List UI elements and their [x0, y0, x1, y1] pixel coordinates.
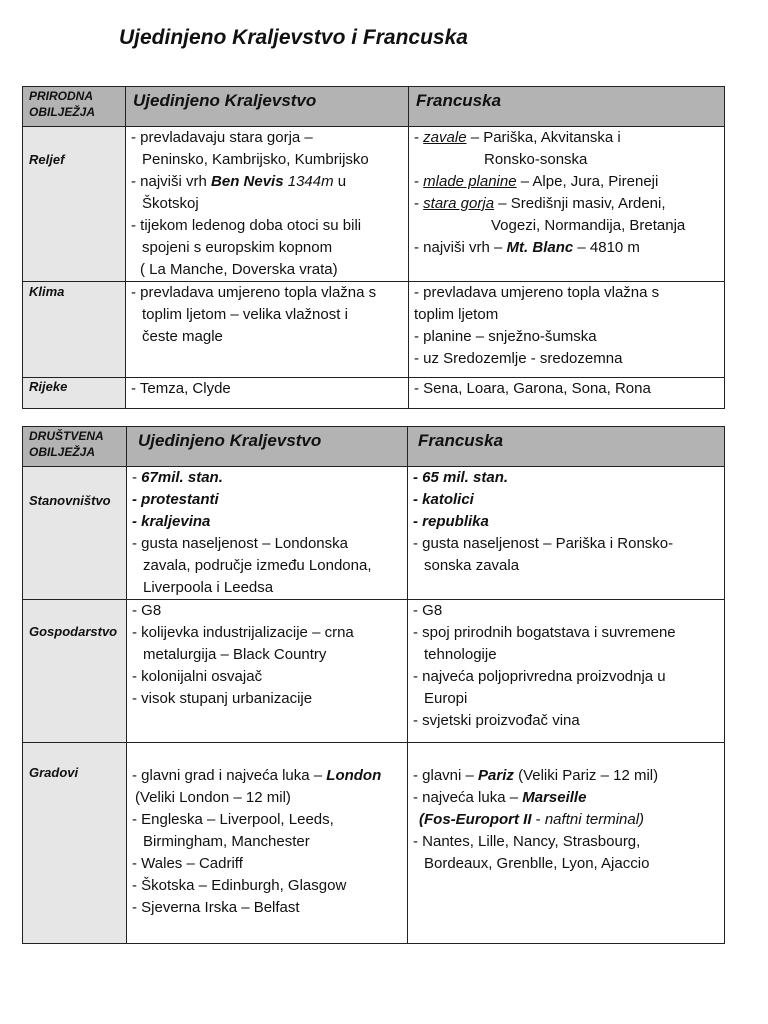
cell-fr-economy: - G8 - spoj prirodnih bogatstava i suvremene tehnologije - najveća poljoprivredna proizvodnja u Europi - svjetski proizvođač vina: [408, 600, 725, 743]
table-row-relief: [23, 127, 725, 282]
row-label: Gradovi: [29, 765, 79, 780]
header-fr: Francuska: [409, 87, 725, 127]
cell-fr-relief: - zavale – Pariška, Akvitanska i Ronsko-sonska - mlade planine – Alpe, Jura, Pireneji - stara gorja – Središnji masiv, Ardeni, Vogezi, Normandija, Bretanja - najviši vrh – Mt. Blanc – 4810 m: [409, 127, 725, 282]
table-row-rivers: [23, 378, 725, 409]
row-label: Rijeke: [29, 379, 68, 394]
row-label-cell: [23, 600, 127, 743]
row-label: Reljef: [29, 152, 65, 167]
cell-uk-cities: - glavni grad i najveća luka – London (Veliki London – 12 mil) - Engleska – Liverpool, Leeds, Birmingham, Manchester - Wales – Cadriff - Škotska – Edinburgh, Glasgow - Sjeverna Irska – Belfast: [127, 743, 408, 944]
cell-fr-rivers: - Sena, Loara, Garona, Sona, Rona: [409, 378, 725, 409]
cell-uk-relief: - prevladavaju stara gorja – Peninsko, Kambrijsko, Kumbrijsko - najviši vrh Ben Nevis 1344m u Škotskoj - tijekom ledenog doba otoci su bili spojeni s europskim kopnom ( La Manche, Doverska vrata): [126, 127, 409, 282]
cell-uk-economy: - G8 - kolijevka industrijalizacije – crna metalurgija – Black Country - kolonijalni osvajač - visok stupanj urbanizacije: [127, 600, 408, 743]
cell-fr-climate: - prevladava umjereno topla vlažna s toplim ljetom - planine – snježno-šumska - uz Sredozemlje - sredozemna: [409, 282, 725, 378]
header-label-cell: [23, 87, 126, 127]
cell-uk-climate: - prevladava umjereno topla vlažna s toplim ljetom – velika vlažnost i česte magle: [126, 282, 409, 378]
row-label-cell: [23, 378, 126, 409]
header-uk: Ujedinjeno Kraljevstvo: [127, 427, 408, 467]
social-features-table: [22, 426, 725, 944]
cell-fr-population: - 65 mil. stan. - katolici - republika - gusta naseljenost – Pariška i Ronsko- sonska zavala: [408, 467, 725, 600]
row-label-cell: [23, 127, 126, 282]
row-label: Stanovništvo: [29, 493, 111, 508]
header-label-line: OBILJEŽJA: [29, 105, 96, 119]
header-uk: Ujedinjeno Kraljevstvo: [126, 87, 409, 127]
table-row-cities: [23, 743, 725, 944]
table-header-row: [23, 427, 725, 467]
header-fr: Francuska: [408, 427, 725, 467]
row-label: Klima: [29, 284, 65, 299]
row-label: Gospodarstvo: [29, 624, 118, 639]
row-label-cell: [23, 743, 127, 944]
header-label-cell: [23, 427, 127, 467]
header-label-line: PRIRODNA: [29, 89, 94, 103]
natural-features-table: [22, 86, 725, 409]
table-row-population: [23, 467, 725, 600]
header-label-line: OBILJEŽJA: [29, 445, 96, 459]
row-label-cell: [23, 467, 127, 600]
cell-fr-cities: - glavni – Pariz (Veliki Pariz – 12 mil) - najveća luka – Marseille (Fos-Europort II - naftni terminal) - Nantes, Lille, Nancy, Strasbourg, Bordeaux, Grenblle, Lyon, Ajaccio: [408, 743, 725, 944]
table-row-economy: [23, 600, 725, 743]
table-header-row: [23, 87, 725, 127]
page-title: Ujedinjeno Kraljevstvo i Francuska: [119, 26, 468, 49]
cell-uk-population: - 67mil. stan. - protestanti - kraljevina - gusta naseljenost – Londonska zavala, područje između Londona, Liverpoola i Leedsa: [127, 467, 408, 600]
row-label-cell: [23, 282, 126, 378]
header-label-line: DRUŠTVENA: [29, 429, 104, 443]
cell-uk-rivers: - Temza, Clyde: [126, 378, 409, 409]
table-row-climate: [23, 282, 725, 378]
